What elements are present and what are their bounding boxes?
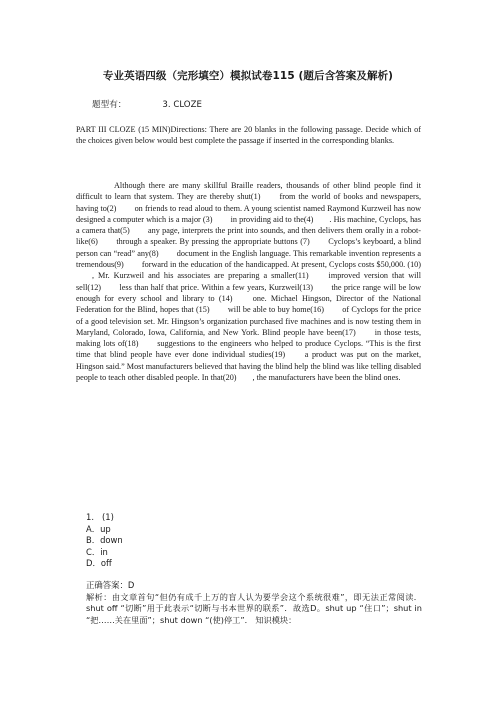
option-c[interactable]: C．in [86,546,108,557]
passage-segment: one. Michael Hingson, Director of the National Federation for the Blind, hopes that (15) [76,293,421,315]
passage-segment: a product was put on the market, Hingson said.” Most manufacturers believed that having the blind help the blind was like telling disabled people to teach other disabled people. In that(20) [76,350,422,383]
passage-segment: , Mr. Kurzweil and his associates are preparing a smaller(11) [92,271,309,281]
passage-segment: suggestions to the engineers who helped to produce Cyclops. “This is the first time that blind people have ever done individual studies(19) [76,339,421,360]
question-type-label: 题型有： [92,100,127,110]
passage-segment: on friends to read aloud to them. A young scientist named Raymond Kurzweil has now designed a computer which is a major (3) [76,203,421,224]
option-d[interactable]: D．off [86,558,112,569]
question-type-line [92,98,202,110]
passage-segment: will be able to buy home(16) [227,305,324,315]
passage-segment: improved version that will sell(12) [76,271,422,292]
document-title: 专业英语四级（完形填空）模拟试卷115 (题后含答案及解析) [102,70,394,82]
passage-segment: of Cyclops for the price of a good television set. Mr. Hingson’s organization purchased five machines and is now testing them in Maryland, Colorado, Iowa, California, and New York. Blind people have been(17) [76,305,421,337]
passage-segment: any page, interprets the print into sounds, and then delivers them orally in a robot-like(6) [76,226,422,247]
correct-answer: 正确答案：D [86,580,135,590]
passage-segment: forward in the education of the handicapped. At present, Cyclops costs $50,000. (10) [141,260,421,270]
option-b[interactable]: B．down [86,535,123,546]
passage-segment: the price range will be low enough for every school and library to (14) [76,282,422,303]
question-1 [86,512,123,570]
question-number: 1. [86,512,94,522]
directions-paragraph: PART III CLOZE (15 MIN)Directions: There are 20 blanks in the following passage. Decide which of the choices given below would best complete the passage if inserted in the corresponding blanks. [76,125,421,146]
question-header [86,512,123,524]
question-type-value: 3. CLOZE [162,100,202,110]
passage-segment: through a speaker. By pressing the appropriate buttons (7) [116,237,310,247]
passage-segment: . His machine, Cyclops, has a camera that(5) [76,214,422,236]
passage-segment: document in the English language. This remarkable invention represents a tremendous(9) [76,248,421,270]
question-blank: (1) [102,512,114,522]
answer-analysis: 解析：由文章首句“但仍有成千上万的盲人认为要学会这个系统很难”，即无法正常阅读．shut off “切断”用于此表示“切断与书本世界的联系”．故选D。shut up “住口”；shut in “把……关在里面”；shut down “(使)停工”． 知识模块： [86,592,422,625]
passage-segment: from the world of books and newspapers, having to(2) [76,192,421,213]
passage-segment: , the manufacturers have been the blind ones. [252,373,401,383]
passage-segment: Cyclops’s keyboard, a blind person can “read” any(8) [76,237,422,258]
passage-segment: less than half that price. Within a few years, Kurzweil(13) [119,282,313,292]
passage-segment: in those tests, making lots of(18) [76,327,422,349]
option-a[interactable]: A．up [86,523,111,534]
cloze-passage [76,180,421,383]
passage-segment: in providing aid to the(4) [230,214,314,224]
passage-segment: Although there are many skillful Braille readers, thousands of other blind people find it difficult to learn that system. They are thereby shut(1) [76,181,421,202]
